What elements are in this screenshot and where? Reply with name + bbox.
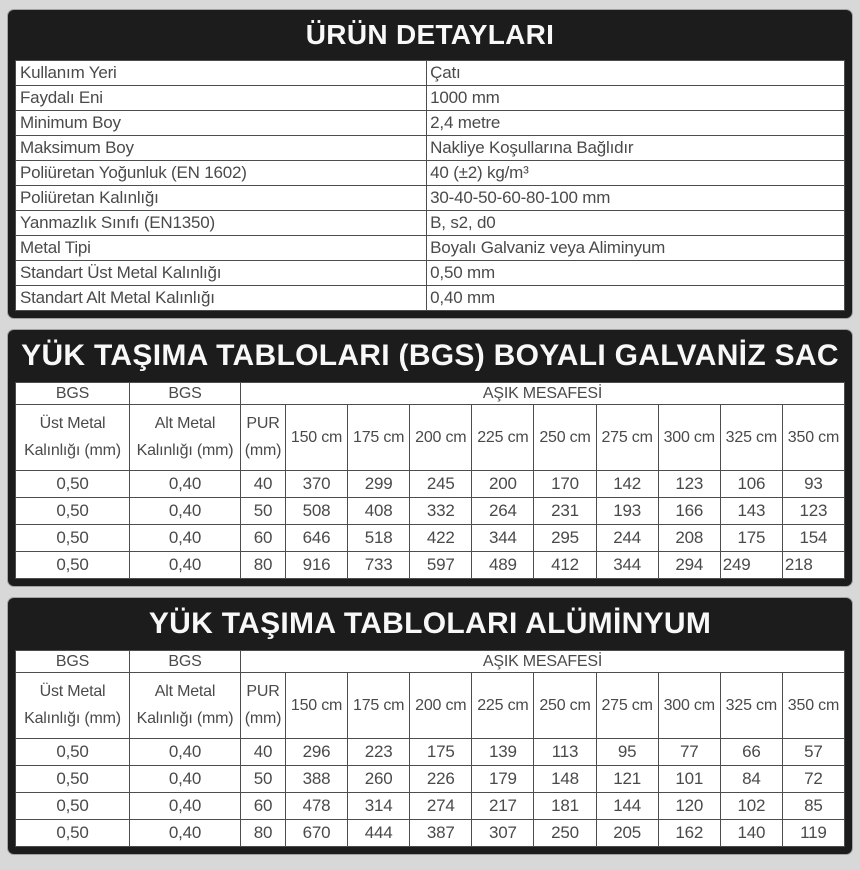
load-value-cell: 200 (472, 471, 534, 498)
load-value-cell: 72 (782, 766, 844, 793)
aluminum-column-header-row (16, 673, 845, 739)
load-value-cell: 916 (286, 552, 348, 579)
load-value-cell: 250 (534, 820, 596, 847)
spec-row (16, 286, 845, 311)
load-value-cell: 66 (720, 739, 782, 766)
bgs-distance-header: 200 cm (410, 405, 472, 471)
bgs-load-row (16, 525, 845, 552)
load-value-cell: 597 (410, 552, 472, 579)
load-value-cell: 412 (534, 552, 596, 579)
load-value-cell: 260 (348, 766, 410, 793)
load-value-cell: 208 (658, 525, 720, 552)
bgs-load-table-head (16, 383, 845, 471)
spec-row (16, 211, 845, 236)
load-value-cell: 102 (720, 793, 782, 820)
aluminum-pur-header (241, 673, 286, 739)
aluminum-group-header-ust: BGS (16, 651, 130, 673)
aluminum-load-row (16, 820, 845, 847)
pur-cell: 50 (241, 766, 286, 793)
pur-cell: 50 (241, 498, 286, 525)
load-value-cell: 179 (472, 766, 534, 793)
load-value-cell: 113 (534, 739, 596, 766)
load-value-cell: 120 (658, 793, 720, 820)
spec-row (16, 236, 845, 261)
spec-value: 0,50 mm (427, 261, 845, 286)
bgs-distance-header: 350 cm (782, 405, 844, 471)
spec-label: Faydalı Eni (16, 86, 427, 111)
load-value-cell: 144 (596, 793, 658, 820)
load-value-cell: 77 (658, 739, 720, 766)
spec-value: Boyalı Galvaniz veya Aliminyum (427, 236, 845, 261)
alt-metal-cell: 0,40 (130, 498, 241, 525)
load-value-cell: 106 (720, 471, 782, 498)
bgs-distance-header: 150 cm (286, 405, 348, 471)
load-value-cell: 226 (410, 766, 472, 793)
load-value-cell: 231 (534, 498, 596, 525)
load-value-cell: 218 (782, 552, 844, 579)
bgs-distance-header: 225 cm (472, 405, 534, 471)
bgs-alt-metal-header-line2: Kalınlığı (mm) (136, 441, 234, 459)
alt-metal-cell: 0,40 (130, 793, 241, 820)
aluminum-load-row (16, 766, 845, 793)
spec-value: 1000 mm (427, 86, 845, 111)
product-details-title: ÜRÜN DETAYLARI (305, 19, 555, 50)
load-value-cell: 166 (658, 498, 720, 525)
aluminum-ust-metal-header-line2: Kalınlığı (mm) (24, 709, 121, 727)
ust-metal-cell: 0,50 (16, 793, 130, 820)
load-value-cell: 489 (472, 552, 534, 579)
load-value-cell: 175 (410, 739, 472, 766)
aluminum-group-header-row (16, 651, 845, 673)
aluminum-distance-header: 325 cm (720, 673, 782, 739)
ust-metal-cell: 0,50 (16, 766, 130, 793)
spec-label: Yanmazlık Sınıfı (EN1350) (16, 211, 427, 236)
alt-metal-cell: 0,40 (130, 525, 241, 552)
load-value-cell: 370 (286, 471, 348, 498)
load-value-cell: 85 (782, 793, 844, 820)
bgs-load-title: YÜK TAŞIMA TABLOLARI (BGS) BOYALI GALVANİZ SAC (21, 339, 839, 372)
product-details-body (16, 61, 845, 311)
aluminum-ust-metal-header-line1: Üst Metal (39, 683, 106, 701)
bgs-distance-header: 325 cm (720, 405, 782, 471)
aluminum-load-table (15, 650, 845, 847)
load-value-cell: 95 (596, 739, 658, 766)
aluminum-ust-metal-header (16, 673, 130, 739)
bgs-alt-metal-header-line1: Alt Metal (154, 415, 216, 433)
bgs-load-panel (8, 330, 852, 586)
load-value-cell: 140 (720, 820, 782, 847)
load-value-cell: 294 (658, 552, 720, 579)
pur-cell: 60 (241, 793, 286, 820)
aluminum-span-distance-header: AŞIK MESAFESİ (241, 651, 845, 673)
bgs-distance-header: 175 cm (348, 405, 410, 471)
load-value-cell: 84 (720, 766, 782, 793)
bgs-alt-metal-header (130, 405, 241, 471)
load-value-cell: 175 (720, 525, 782, 552)
spec-row (16, 61, 845, 86)
load-value-cell: 408 (348, 498, 410, 525)
aluminum-load-panel (8, 598, 852, 854)
aluminum-distance-header: 175 cm (348, 673, 410, 739)
load-value-cell: 670 (286, 820, 348, 847)
spec-label: Minimum Boy (16, 111, 427, 136)
aluminum-alt-metal-header-line1: Alt Metal (154, 683, 216, 701)
load-value-cell: 93 (782, 471, 844, 498)
load-value-cell: 344 (596, 552, 658, 579)
alt-metal-cell: 0,40 (130, 739, 241, 766)
load-value-cell: 101 (658, 766, 720, 793)
alt-metal-cell: 0,40 (130, 820, 241, 847)
bgs-group-header-ust: BGS (16, 383, 130, 405)
load-value-cell: 387 (410, 820, 472, 847)
load-value-cell: 332 (410, 498, 472, 525)
load-value-cell: 123 (782, 498, 844, 525)
load-value-cell: 142 (596, 471, 658, 498)
bgs-pur-header-line1: PUR (246, 415, 280, 433)
load-value-cell: 388 (286, 766, 348, 793)
spec-value: Çatı (427, 61, 845, 86)
alt-metal-cell: 0,40 (130, 766, 241, 793)
aluminum-distance-header: 150 cm (286, 673, 348, 739)
bgs-load-table-body (16, 471, 845, 579)
spec-label: Poliüretan Yoğunluk (EN 1602) (16, 161, 427, 186)
load-value-cell: 205 (596, 820, 658, 847)
load-value-cell: 444 (348, 820, 410, 847)
aluminum-alt-metal-header-line2: Kalınlığı (mm) (136, 709, 234, 727)
bgs-load-row (16, 498, 845, 525)
load-value-cell: 148 (534, 766, 596, 793)
spec-label: Maksimum Boy (16, 136, 427, 161)
bgs-load-row (16, 552, 845, 579)
bgs-ust-metal-header-line1: Üst Metal (39, 415, 106, 433)
spec-value: 0,40 mm (427, 286, 845, 311)
load-value-cell: 123 (658, 471, 720, 498)
pur-cell: 40 (241, 739, 286, 766)
load-value-cell: 162 (658, 820, 720, 847)
bgs-distance-header: 275 cm (596, 405, 658, 471)
ust-metal-cell: 0,50 (16, 552, 130, 579)
bgs-group-header-row (16, 383, 845, 405)
aluminum-load-table-body (16, 739, 845, 847)
load-value-cell: 217 (472, 793, 534, 820)
ust-metal-cell: 0,50 (16, 498, 130, 525)
load-value-cell: 121 (596, 766, 658, 793)
load-value-cell: 264 (472, 498, 534, 525)
load-value-cell: 478 (286, 793, 348, 820)
pur-cell: 40 (241, 471, 286, 498)
aluminum-distance-header: 275 cm (596, 673, 658, 739)
bgs-column-header-row (16, 405, 845, 471)
load-value-cell: 299 (348, 471, 410, 498)
load-value-cell: 181 (534, 793, 596, 820)
spec-label: Kullanım Yeri (16, 61, 427, 86)
spec-value: 30-40-50-60-80-100 mm (427, 186, 845, 211)
spec-label: Metal Tipi (16, 236, 427, 261)
bgs-load-row (16, 471, 845, 498)
aluminum-distance-header: 300 cm (658, 673, 720, 739)
ust-metal-cell: 0,50 (16, 820, 130, 847)
bgs-pur-header (241, 405, 286, 471)
bgs-pur-header-line2: (mm) (244, 441, 282, 459)
spec-label: Poliüretan Kalınlığı (16, 186, 427, 211)
bgs-distance-header: 250 cm (534, 405, 596, 471)
pur-cell: 60 (241, 525, 286, 552)
spec-value: Nakliye Koşullarına Bağlıdır (427, 136, 845, 161)
aluminum-load-row (16, 739, 845, 766)
load-value-cell: 296 (286, 739, 348, 766)
load-value-cell: 518 (348, 525, 410, 552)
load-value-cell: 249 (720, 552, 782, 579)
load-value-cell: 508 (286, 498, 348, 525)
product-details-table (15, 60, 845, 311)
load-value-cell: 733 (348, 552, 410, 579)
bgs-ust-metal-header (16, 405, 130, 471)
bgs-ust-metal-header-line2: Kalınlığı (mm) (24, 441, 121, 459)
aluminum-distance-header: 225 cm (472, 673, 534, 739)
load-value-cell: 245 (410, 471, 472, 498)
alt-metal-cell: 0,40 (130, 471, 241, 498)
aluminum-load-title: YÜK TAŞIMA TABLOLARI ALÜMİNYUM (148, 607, 712, 640)
load-value-cell: 119 (782, 820, 844, 847)
ust-metal-cell: 0,50 (16, 739, 130, 766)
load-value-cell: 244 (596, 525, 658, 552)
product-details-panel (8, 10, 852, 318)
load-value-cell: 193 (596, 498, 658, 525)
spec-row (16, 86, 845, 111)
load-value-cell: 422 (410, 525, 472, 552)
load-value-cell: 307 (472, 820, 534, 847)
spec-label: Standart Üst Metal Kalınlığı (16, 261, 427, 286)
aluminum-alt-metal-header (130, 673, 241, 739)
alt-metal-cell: 0,40 (130, 552, 241, 579)
aluminum-load-row (16, 793, 845, 820)
spec-value: 2,4 metre (427, 111, 845, 136)
bgs-distance-header: 300 cm (658, 405, 720, 471)
spec-value: 40 (±2) kg/m³ (427, 161, 845, 186)
pur-cell: 80 (241, 552, 286, 579)
spec-row (16, 161, 845, 186)
load-value-cell: 143 (720, 498, 782, 525)
load-value-cell: 344 (472, 525, 534, 552)
aluminum-pur-header-line2: (mm) (244, 709, 282, 727)
spec-row (16, 111, 845, 136)
bgs-group-header-alt: BGS (130, 383, 241, 405)
spec-row (16, 186, 845, 211)
spec-label: Standart Alt Metal Kalınlığı (16, 286, 427, 311)
spec-row (16, 136, 845, 161)
load-value-cell: 170 (534, 471, 596, 498)
load-value-cell: 57 (782, 739, 844, 766)
ust-metal-cell: 0,50 (16, 525, 130, 552)
load-value-cell: 274 (410, 793, 472, 820)
pur-cell: 80 (241, 820, 286, 847)
load-value-cell: 139 (472, 739, 534, 766)
load-value-cell: 223 (348, 739, 410, 766)
spec-row (16, 261, 845, 286)
bgs-span-distance-header: AŞIK MESAFESİ (241, 383, 845, 405)
load-value-cell: 295 (534, 525, 596, 552)
load-value-cell: 646 (286, 525, 348, 552)
aluminum-distance-header: 350 cm (782, 673, 844, 739)
aluminum-pur-header-line1: PUR (246, 683, 280, 701)
load-value-cell: 314 (348, 793, 410, 820)
aluminum-distance-header: 250 cm (534, 673, 596, 739)
aluminum-group-header-alt: BGS (130, 651, 241, 673)
aluminum-distance-header: 200 cm (410, 673, 472, 739)
bgs-load-table (15, 382, 845, 579)
ust-metal-cell: 0,50 (16, 471, 130, 498)
load-value-cell: 154 (782, 525, 844, 552)
spec-value: B, s2, d0 (427, 211, 845, 236)
aluminum-load-table-head (16, 651, 845, 739)
